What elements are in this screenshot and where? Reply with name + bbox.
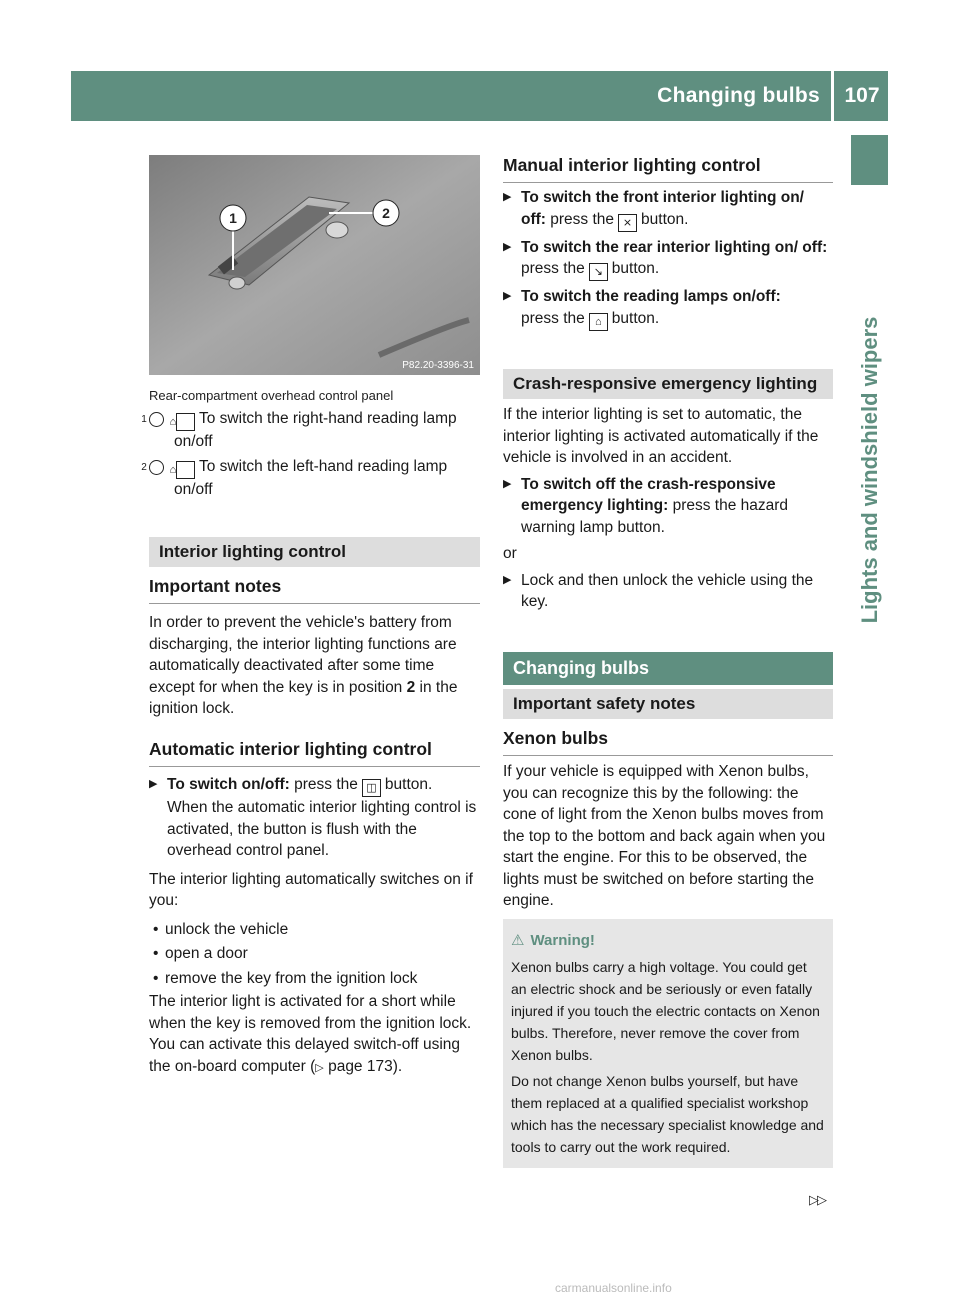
manual-step-2: [503, 237, 833, 282]
auto-step-bold: To switch on/off:: [167, 776, 290, 793]
manual-step-3: [503, 286, 833, 331]
overhead-panel-photo: [149, 155, 480, 375]
notes-text-bold: 2: [406, 678, 416, 696]
switches-intro: The interior lighting automatically switches on if you:: [149, 870, 473, 909]
bullet-item: • unlock the vehicle: [149, 919, 480, 941]
legend-text-2: To switch the left-hand reading lamp on/off: [174, 457, 448, 498]
manual-step-2-b: button.: [611, 260, 660, 277]
notes-text-b: in the ignition lock.: [149, 678, 458, 717]
closing-text-b[interactable]: page 173).: [323, 1057, 403, 1075]
warning-paragraph-2: Do not change Xenon bulbs yourself, but have them replaced at a qualified specialist workshop which has the necessary specialist knowledge and tools to carry out the work required.: [511, 1073, 824, 1155]
legend-text-1: To switch the right-hand reading lamp on/off: [174, 410, 457, 450]
section-bar-interior-lighting: Interior lighting control: [149, 537, 480, 567]
section-bar-crash-lighting: Crash-responsive emergency lighting: [503, 369, 833, 399]
manual-step-1-bold: To switch the front interior lighting on/ off:: [521, 189, 804, 228]
lock-step: ▶ Lock and then unlock the vehicle using the key.: [503, 570, 833, 613]
front-light-icon: ⨯: [618, 214, 637, 232]
legend-item-2: [141, 456, 480, 501]
reading-lamp-icon: ⌂: [176, 461, 195, 479]
auto-block: [149, 774, 480, 1079]
manual-step-3-bold: To switch the reading lamps on/off:: [521, 288, 781, 305]
legend-num-1: 1: [149, 412, 164, 427]
manual-step-1: [503, 187, 833, 232]
legend-block: [141, 408, 480, 500]
side-tab-label-wrap: [851, 190, 888, 750]
watermark: carmanualsonline.info: [555, 1281, 672, 1295]
crash-step: [503, 474, 833, 539]
crash-block: [503, 404, 833, 613]
side-tab-label: Lights and windshield wipers: [856, 316, 882, 624]
reading-lamp-icon: ⌂: [176, 413, 195, 431]
section-bar-changing-bulbs: Changing bulbs: [503, 652, 833, 685]
bullet-item: • remove the key from the ignition lock: [149, 968, 480, 990]
manual-step-2-a: press the: [521, 260, 585, 277]
notes-text-a: In order to prevent the vehicle's battery from discharging, the interior lighting functions are automatically deactivated after some time except for when the key is in position: [149, 614, 457, 696]
callout-2: 2: [382, 205, 390, 221]
continue-arrows-icon: ▷▷: [809, 1192, 825, 1207]
manual-steps: [503, 187, 833, 331]
legend-item-1: [141, 408, 480, 453]
crash-text: If the interior lighting is set to automatic, the interior lighting is activated automatically if the vehicle is involved in an accident.: [503, 406, 819, 466]
heading-manual-lighting: Manual interior lighting control: [503, 155, 833, 183]
crash-step-bold: To switch off the crash-responsive emergency lighting:: [521, 475, 776, 514]
manual-step-2-bold: To switch the rear interior lighting on/ off:: [521, 238, 828, 256]
warning-paragraph-1: Xenon bulbs carry a high voltage. You could get an electric shock and be seriously or even fatally injured if you touch the electric contacts on Xenon bulbs. Therefore, never remove the cover from Xenon bulbs.: [511, 959, 820, 1063]
heading-xenon-bulbs: Xenon bulbs: [503, 728, 833, 756]
warning-title: Warning!: [530, 932, 595, 949]
reading-lamp-icon: ⌂: [589, 313, 608, 331]
manual-step-1-a: press the: [550, 210, 615, 228]
or-text: or: [503, 545, 517, 562]
closing-text-a: The interior light is activated for a short while when the key is removed from the ignition lock. You can activate this delayed switch-off using the on-board computer (: [149, 993, 472, 1075]
auto-step-b: button.: [384, 776, 433, 793]
manual-step-1-b: button.: [641, 210, 689, 228]
warning-triangle-icon: ⚠: [511, 932, 525, 949]
page-number: 107: [844, 84, 880, 107]
legend-num-2: 2: [149, 460, 164, 475]
warning-title-row: [511, 929, 825, 952]
side-tab: [851, 135, 888, 185]
heading-automatic-lighting: Automatic interior lighting control: [149, 739, 480, 767]
warning-box: [503, 919, 833, 1168]
image-code: P82.20-3396-31: [402, 360, 474, 371]
manual-step-3-b: button.: [611, 309, 660, 327]
header-divider: [831, 71, 834, 121]
page-ref-arrow-icon: ▷: [315, 1061, 324, 1074]
callout-1: 1: [229, 210, 237, 226]
page-title: Changing bulbs: [657, 84, 820, 107]
notes-paragraph: [149, 612, 480, 720]
overhead-panel-illustration: [149, 155, 480, 375]
xenon-paragraph: If your vehicle is equipped with Xenon bulbs, you can recognize this by the following: the cone of light from the Xenon bulbs moves from the top to the bottom and back again when you start the engine. For this to be observed, the lights must be switched on before starting the engine.: [503, 763, 826, 909]
auto-step-a: press the: [294, 776, 358, 793]
crash-step-text: press the hazard warning lamp button.: [521, 497, 789, 536]
closing-paragraph: [149, 991, 480, 1079]
auto-light-icon: ◫: [362, 779, 381, 797]
heading-important-notes: Important notes: [149, 576, 480, 604]
auto-step: [149, 774, 480, 862]
section-bar-safety-notes: Important safety notes: [503, 689, 833, 719]
figure-caption: Rear-compartment overhead control panel: [149, 388, 394, 403]
bullet-item: • open a door: [149, 943, 480, 965]
rear-light-icon: ↘: [589, 263, 608, 281]
manual-step-3-a: press the: [521, 309, 585, 327]
auto-step-more: When the automatic interior lighting control is activated, the button is flush with the overhead control panel.: [167, 799, 477, 859]
